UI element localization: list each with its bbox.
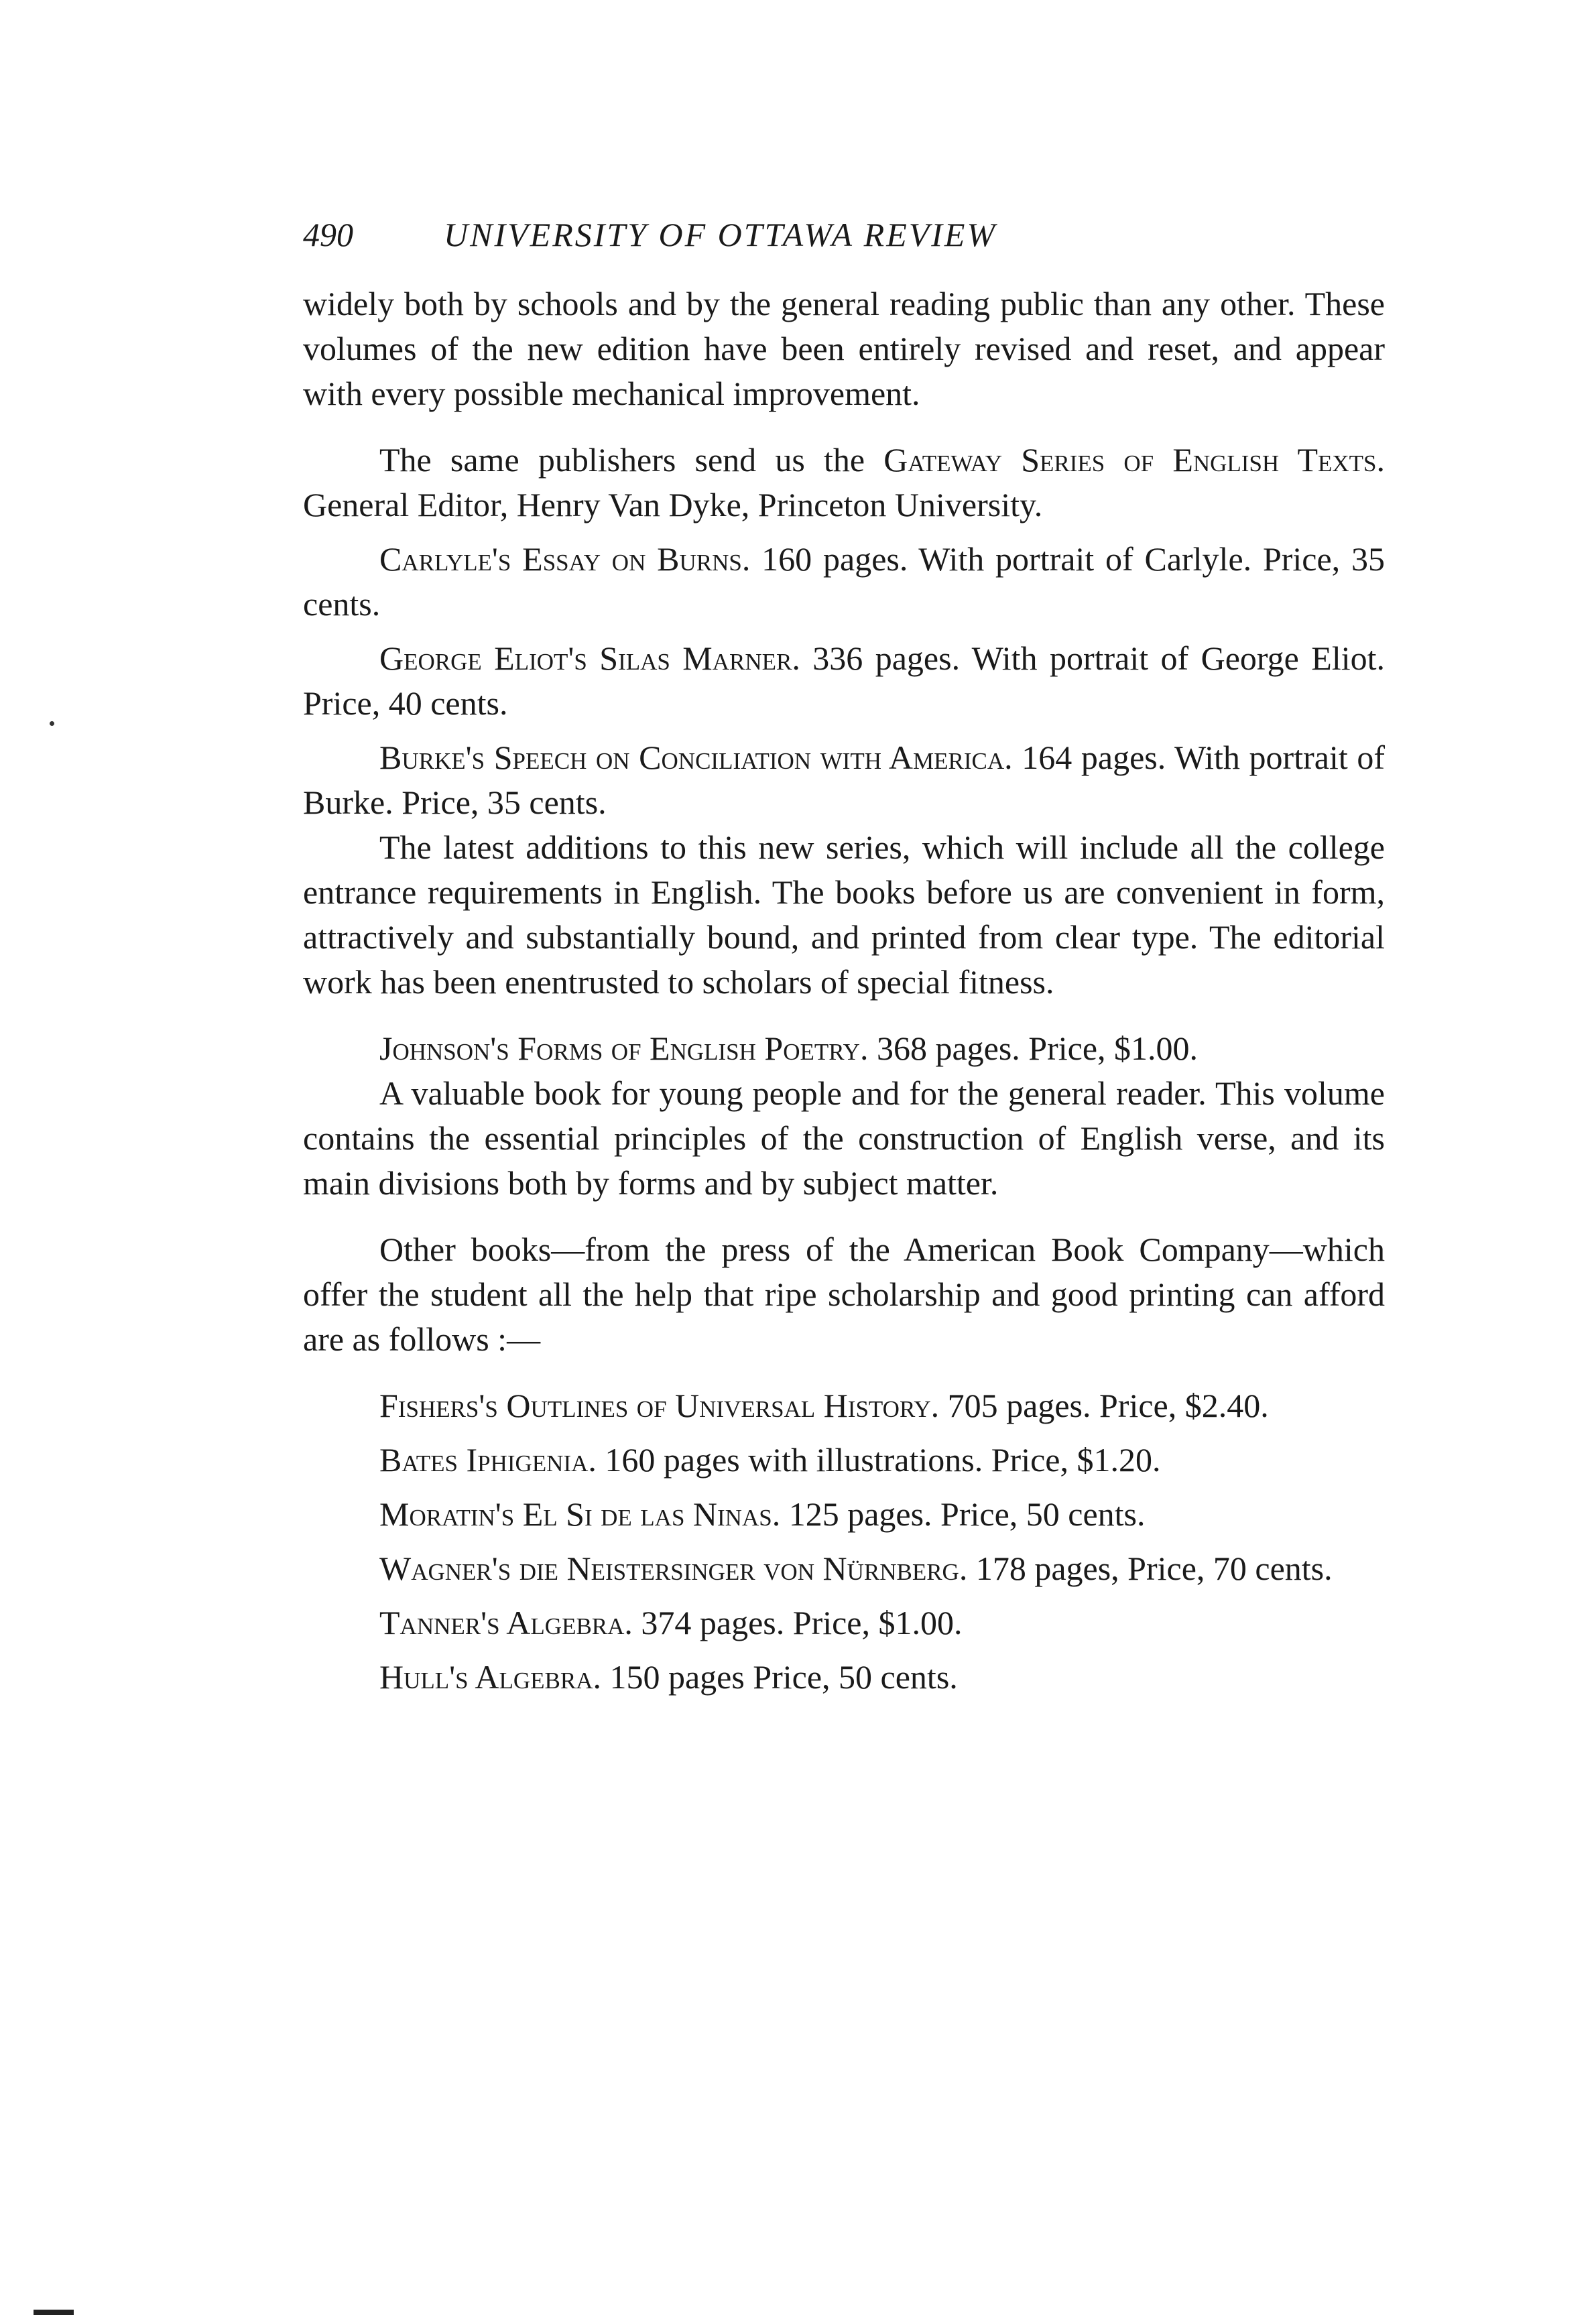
page-number: 490	[303, 216, 353, 253]
book-title: Tanner's Algebra	[379, 1604, 625, 1641]
book-title: Carlyle's Essay on Burns	[379, 540, 742, 578]
book-title: Johnson's Forms of English Poetry	[379, 1029, 860, 1067]
paragraph-valuable-book: A valuable book for young people and for the general reader. This volume contains the essential principles of the construction of English verse, and its main divisions both by forms and by subject matter.	[303, 1074, 1385, 1202]
book-entry: Tanner's Algebra. 374 pages. Price, $1.00.	[379, 1604, 963, 1641]
book-title: George Eliot's Silas Marner	[379, 639, 792, 677]
book-title: Bates Iphigenia	[379, 1441, 589, 1479]
book-title: Burke's Speech on Conciliation with America	[379, 739, 1005, 776]
book-entry: Johnson's Forms of English Poetry. 368 pages. Price, $1.00.	[379, 1029, 1199, 1067]
bottom-edge-mark	[34, 2310, 74, 2315]
series-name: Gateway Series of English Texts	[883, 441, 1377, 479]
book-entry: George Eliot's Silas Marner. 336 pages. With portrait of George Eliot. Price, 40 cents.	[303, 639, 1385, 722]
book-entry: Moratin's El Si de las Ninas. 125 pages. Price, 50 cents.	[379, 1495, 1146, 1533]
book-title: Moratin's El Si de las Ninas	[379, 1495, 772, 1533]
page-body	[303, 208, 1385, 1700]
paragraph-other-books: Other books—from the press of the American Book Company—which offer the student all the help that ripe scholarship and good printing can afford are as follows :—	[303, 1231, 1385, 1358]
book-entry: Carlyle's Essay on Burns. 160 pages. With portrait of Carlyle. Price, 35 cents.	[303, 540, 1385, 623]
book-entry: Hull's Algebra. 150 pages Price, 50 cents.	[379, 1658, 958, 1696]
book-entry: Burke's Speech on Conciliation with America. 164 pages. With portrait of Burke. Price, 35 cents.	[303, 739, 1385, 821]
book-title: Fishers's Outlines of Universal History	[379, 1387, 931, 1424]
running-header	[303, 208, 1385, 261]
book-entry: Bates Iphigenia. 160 pages with illustrations. Price, $1.20.	[379, 1441, 1161, 1479]
paragraph-gateway-series: The same publishers send us the Gateway Series of English Texts. General Editor, Henry Van Dyke, Princeton University.	[303, 441, 1386, 523]
paragraph-continuation: widely both by schools and by the general reading public than any other. These volumes of the new edition have been entirely revised and reset, and appear with every possible mechanical improvement.	[303, 285, 1385, 412]
book-title: Hull's Algebra	[379, 1658, 593, 1696]
book-title: Wagner's die Neistersinger von Nürnberg	[379, 1550, 959, 1587]
book-entry: Fishers's Outlines of Universal History. 705 pages. Price, $2.40.	[379, 1387, 1269, 1424]
paragraph-latest-additions: The latest additions to this new series, which will include all the college entrance requirements in English. The books before us are convenient in form, attractively and substantially bound, and printed from clear type. The editorial work has been enentrusted to scholars of special fitness.	[303, 828, 1385, 1001]
stray-mark	[50, 721, 54, 726]
book-entry: Wagner's die Neistersinger von Nürnberg. 178 pages, Price, 70 cents.	[379, 1550, 1333, 1587]
running-title: UNIVERSITY OF OTTAWA REVIEW	[444, 216, 997, 253]
